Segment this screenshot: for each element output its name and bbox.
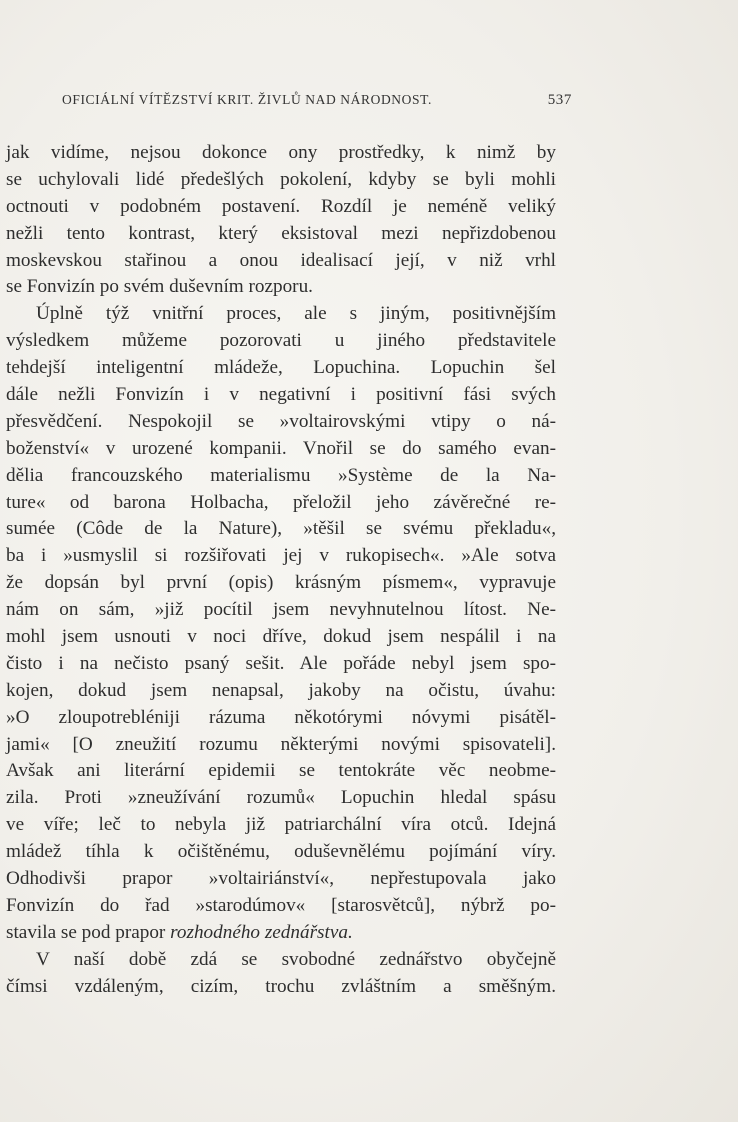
- text-line: jami« [O zneužití rozumu některými novými spisovateli].: [6, 733, 556, 755]
- text-line: sumée (Côde de la Nature), »těšil se svému překladu«,: [6, 518, 556, 540]
- text-line: dále nežli Fonvizín i v negativní i positivní fási svých: [6, 384, 556, 406]
- text-line: Fonvizín do řad »starodúmov« [starosvětců], nýbrž po-: [6, 894, 556, 916]
- text-line: ba i »usmyslil si rozšiřovati jej v rukopisech«. »Ale sotva: [6, 545, 556, 567]
- text-line: Avšak ani literární epidemii se tentokráte věc neobme-: [6, 760, 556, 782]
- text-line: mohl jsem usnouti v noci dříve, dokud jsem nespálil i na: [6, 626, 556, 648]
- text-segment: stavila se pod prapor: [6, 921, 166, 943]
- text-line: přesvědčení. Nespokojil se »voltairovskými vtipy o ná-: [6, 410, 556, 432]
- text-line: jak vidíme, nejsou dokonce ony prostředky, k nimž by: [6, 142, 556, 163]
- text-line: čisto i na nečisto psaný sešit. Ale pořáde nebyl jsem spo-: [6, 652, 556, 674]
- text-line: »O zloupotrebléniji rázuma někotórymi nóvymi pisátěl-: [6, 706, 556, 728]
- text-line: se uchylovali lidé předešlých pokolení, kdyby se byli mohli: [6, 168, 556, 190]
- text-line: octnouti v podobném postavení. Rozdíl je neméně veliký: [6, 195, 556, 217]
- running-head: OFICIÁLNÍ VÍTĚZSTVÍ KRIT. ŽIVLŮ NAD NÁRODNOST.: [62, 92, 432, 107]
- text-line: se Fonvizín po svém duševním rozporu.: [6, 276, 313, 298]
- text-line: zila. Proti »zneužívání rozumů« Lopuchin hledal spásu: [6, 787, 556, 809]
- text-line: nežli tento kontrast, který eksistoval mezi nepřizdobenou: [6, 222, 556, 244]
- text-line: boženství« v urozené kompanii. Vnořil se do samého evan-: [6, 437, 556, 459]
- text-line: V naší době zdá se svobodné zednářstvo obyčejně: [36, 948, 556, 970]
- text-line: ve víře; leč to nebyla již patriarchální víra otců. Idejná: [6, 814, 556, 836]
- text-line: čímsi vzdáleným, cizím, trochu zvláštním a směšným.: [6, 975, 556, 997]
- body-text: [6, 140, 556, 1001]
- text-line: mládež tíhla k očištěnému, oduševnělému pojímání víry.: [6, 841, 556, 863]
- text-line: nám on sám, »již pocítil jsem nevyhnutelnou lítost. Ne-: [6, 599, 556, 621]
- text-line: výsledkem můžeme pozorovati u jiného představitele: [6, 330, 556, 352]
- text-line: moskevskou stařinou a onou idealisací její, v niž vrhl: [6, 249, 556, 271]
- text-line: kojen, dokud jsem nenapsal, jakoby na očistu, úvahu:: [6, 679, 556, 701]
- text-line: [6, 920, 556, 947]
- text-line: dělia francouzského materialismu »Système de la Na-: [6, 464, 556, 486]
- italic-phrase: rozhodného zednářstva.: [170, 921, 353, 943]
- text-line: Odhodivši prapor »voltairiánství«, nepřestupovala jako: [6, 868, 556, 890]
- text-line: ture« od barona Holbacha, přeložil jeho závěrečné re-: [6, 491, 556, 513]
- text-line: že dopsán byl první (opis) krásným písmem«, vypravuje: [6, 572, 556, 594]
- text-line: Úplně týž vnitřní proces, ale s jiným, positivnějším: [36, 303, 556, 325]
- text-line: tehdejší inteligentní mládeže, Lopuchina. Lopuchin šel: [6, 357, 556, 379]
- page-number: 537: [547, 92, 572, 108]
